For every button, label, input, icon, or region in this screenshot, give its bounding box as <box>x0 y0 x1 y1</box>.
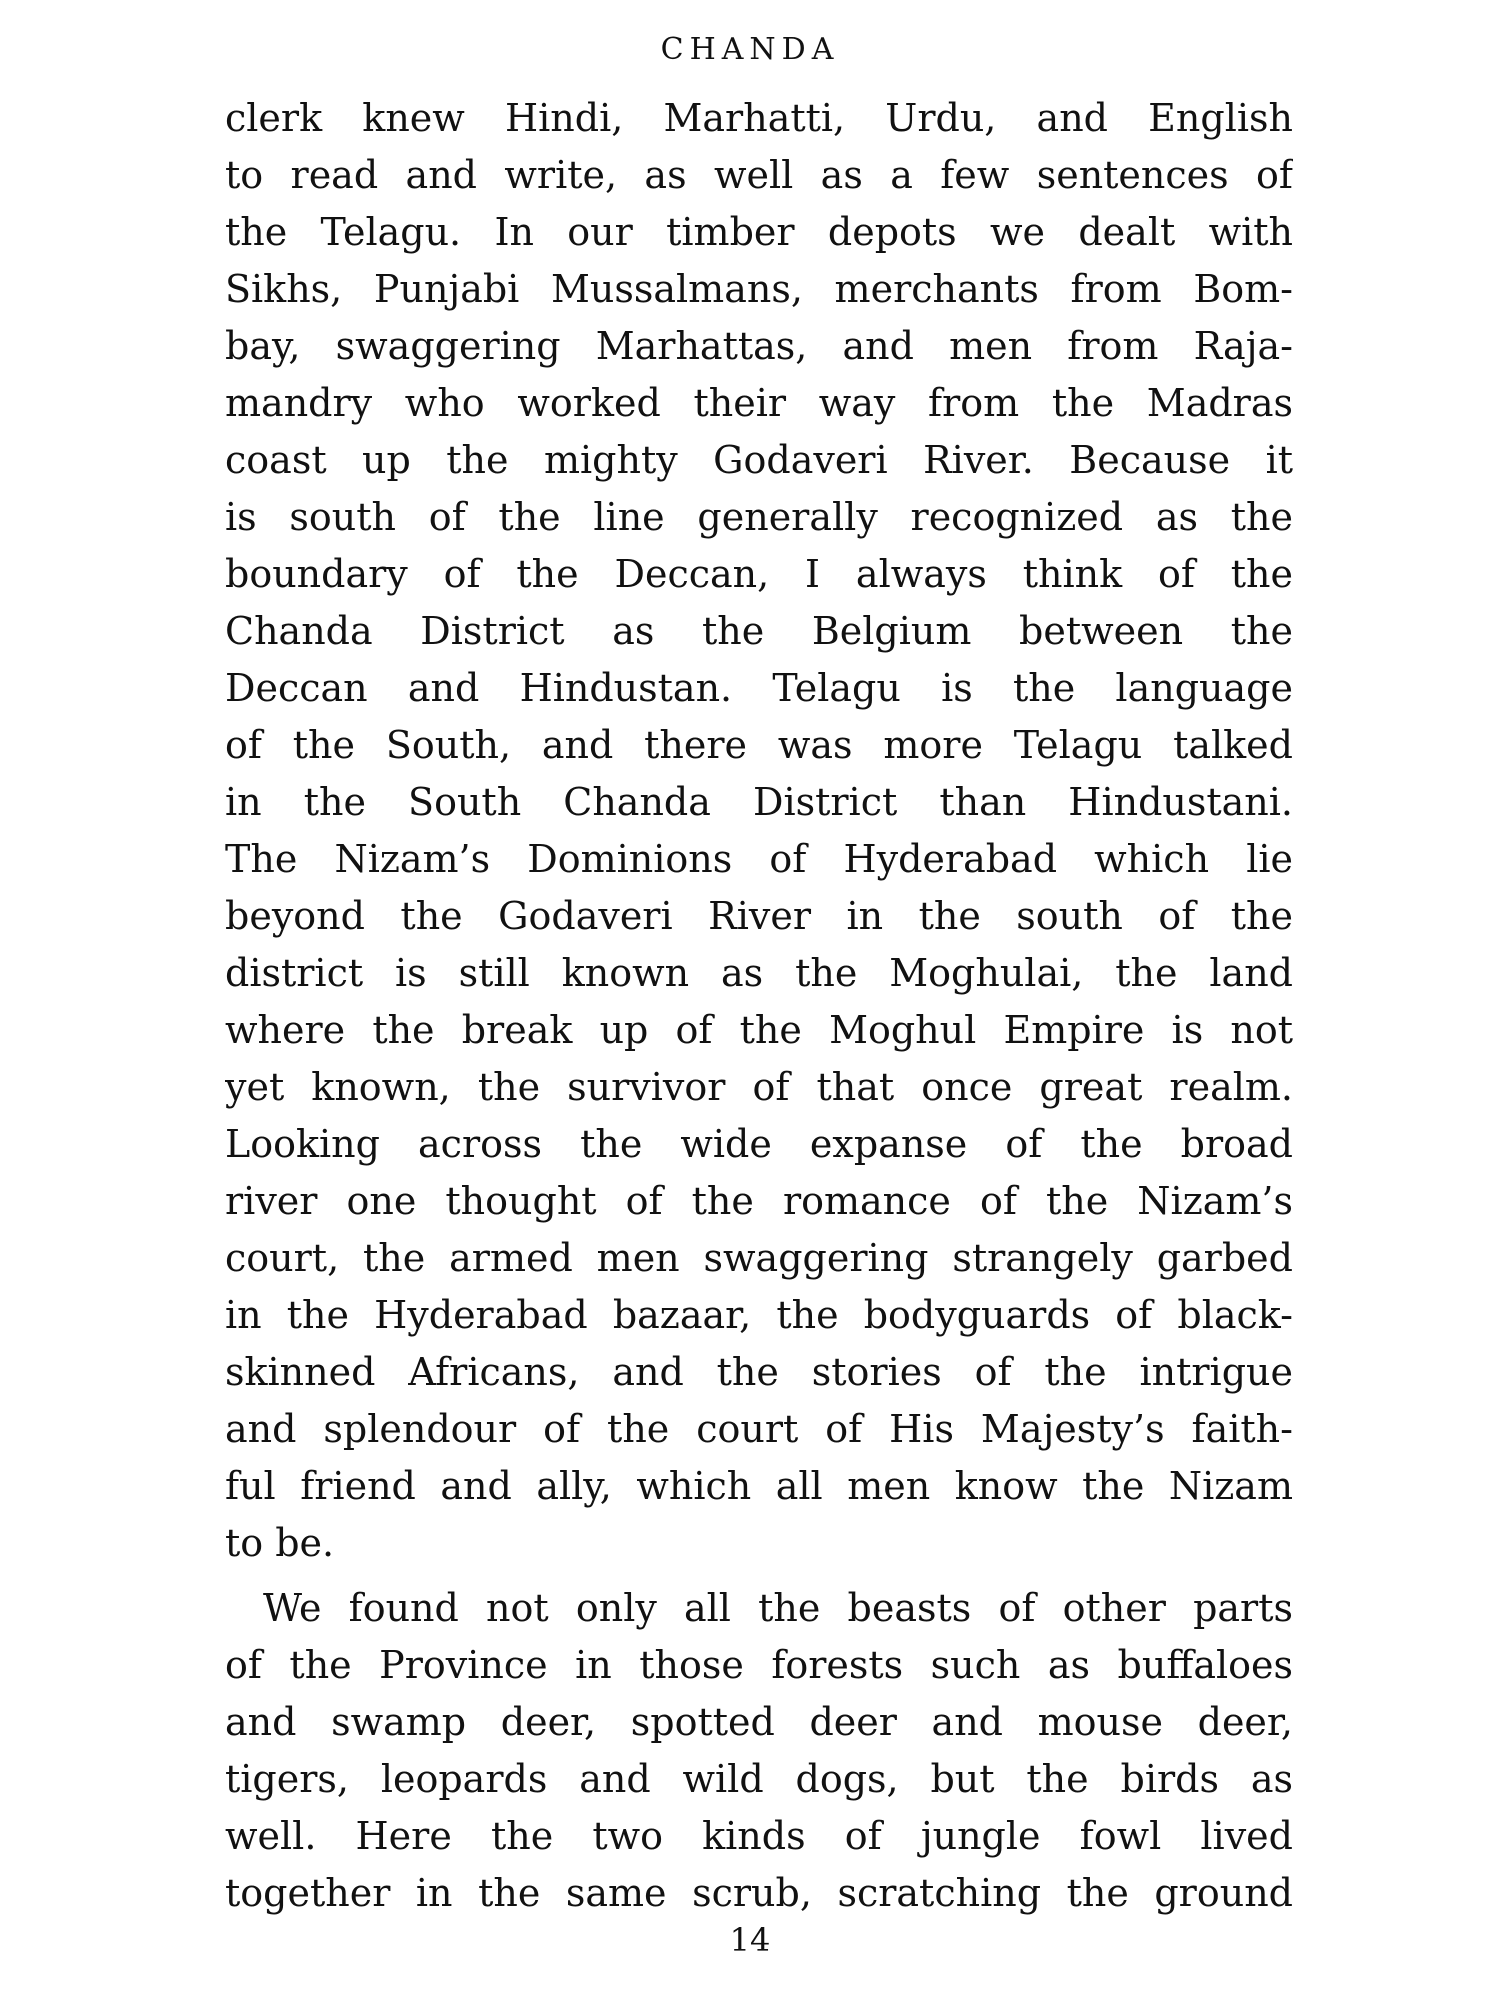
text-line: mandry who worked their way from the Madras <box>225 381 1293 425</box>
text-line: Sikhs, Punjabi Mussalmans, merchants from Bom- <box>225 267 1293 311</box>
text-line: district is still known as the Moghulai, the land <box>225 951 1293 995</box>
text-line: and swamp deer, spotted deer and mouse deer, <box>225 1700 1293 1744</box>
text-line: the Telagu. In our timber depots we dealt with <box>225 210 1293 254</box>
text-line: court, the armed men swaggering strangely garbed <box>225 1236 1293 1280</box>
text-line: tigers, leopards and wild dogs, but the birds as <box>225 1757 1293 1801</box>
text-line: of the Province in those forests such as buffaloes <box>225 1643 1293 1687</box>
text-line: beyond the Godaveri River in the south of the <box>225 894 1293 938</box>
text-line: well. Here the two kinds of jungle fowl lived <box>225 1814 1293 1858</box>
text-line: yet known, the survivor of that once great realm. <box>225 1065 1293 1109</box>
paragraph <box>225 1580 1293 1922</box>
paragraph <box>225 90 1293 1572</box>
running-head: CHANDA <box>660 32 840 67</box>
page-number: 14 <box>729 1921 771 1959</box>
text-line: ful friend and ally, which all men know the Nizam <box>225 1464 1293 1508</box>
paragraph-gap <box>225 1572 1293 1580</box>
text-line: is south of the line generally recognized as the <box>225 495 1293 539</box>
text-line: We found not only all the beasts of other parts <box>263 1586 1293 1630</box>
text-line: Looking across the wide expanse of the broad <box>225 1122 1293 1166</box>
text-line: boundary of the Deccan, I always think of the <box>225 552 1293 596</box>
body-text <box>225 90 1293 1922</box>
text-line: Chanda District as the Belgium between the <box>225 609 1293 653</box>
text-line: bay, swaggering Marhattas, and men from Raja- <box>225 324 1293 368</box>
text-line: The Nizam’s Dominions of Hyderabad which lie <box>225 837 1293 881</box>
text-line: to be. <box>225 1521 335 1565</box>
text-line: river one thought of the romance of the Nizam’s <box>225 1179 1293 1223</box>
text-line: skinned Africans, and the stories of the intrigue <box>225 1350 1293 1394</box>
text-line: in the Hyderabad bazaar, the bodyguards of black- <box>225 1293 1293 1337</box>
text-line: to read and write, as well as a few sentences of <box>225 153 1293 197</box>
text-line: in the South Chanda District than Hindustani. <box>225 780 1293 824</box>
text-line: where the break up of the Moghul Empire is not <box>225 1008 1293 1052</box>
text-line: clerk knew Hindi, Marhatti, Urdu, and English <box>225 96 1293 140</box>
text-line: together in the same scrub, scratching the ground <box>225 1871 1293 1915</box>
text-line: and splendour of the court of His Majesty’s faith- <box>225 1407 1293 1451</box>
text-line: of the South, and there was more Telagu talked <box>225 723 1293 767</box>
text-line: coast up the mighty Godaveri River. Because it <box>225 438 1293 482</box>
text-line: Deccan and Hindustan. Telagu is the language <box>225 666 1293 710</box>
